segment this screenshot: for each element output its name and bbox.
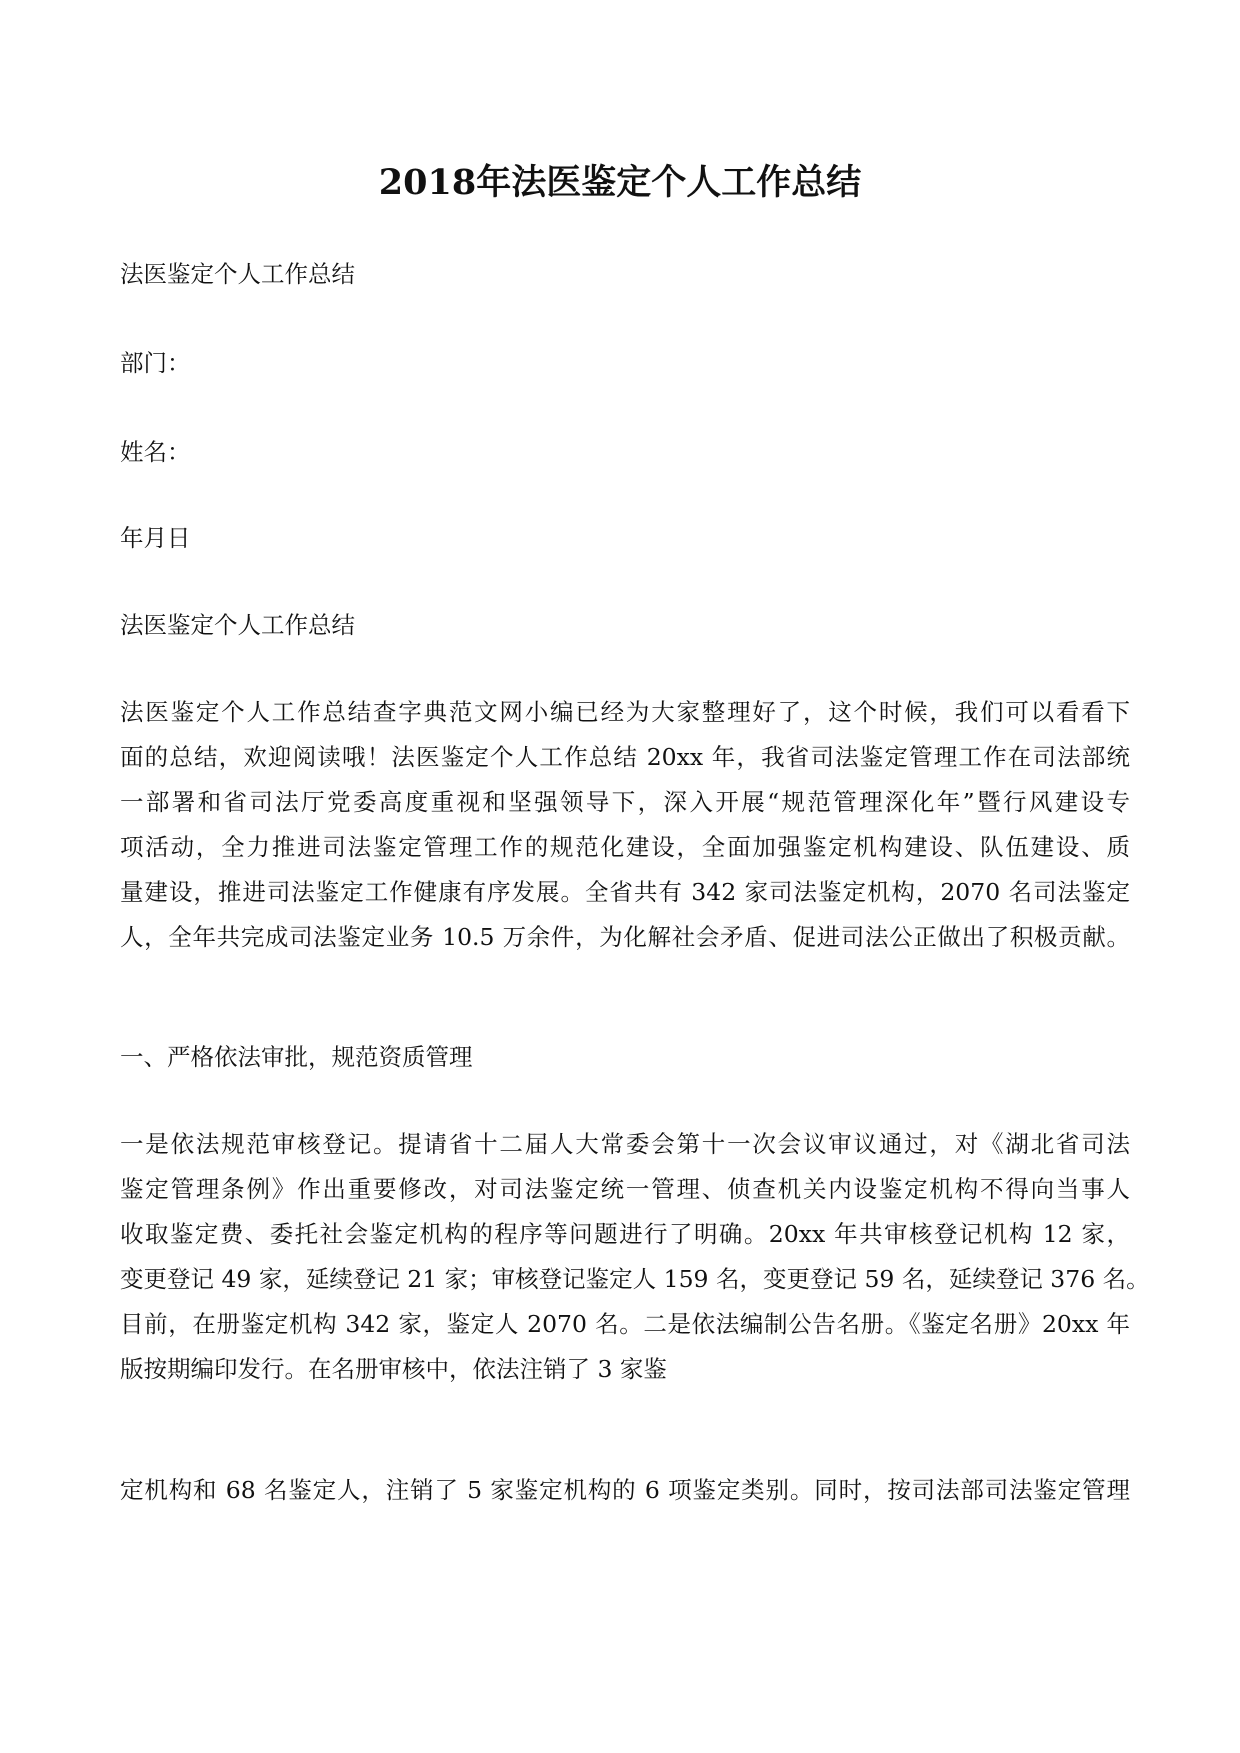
section-1-line: 鉴定管理条例》作出重要修改，对司法鉴定统一管理、侦查机关内设鉴定机构不得向当事人 — [120, 1175, 1130, 1203]
section-1-line: 收取鉴定费、委托社会鉴定机构的程序等问题进行了明确。20xx 年共审核登记机构 12 家， — [120, 1220, 1130, 1248]
intro-line: 人，全年共完成司法鉴定业务 10.5 万余件，为化解社会矛盾、促进司法公正做出了积极贡献。 — [120, 923, 1130, 951]
intro-line: 量建设，推进司法鉴定工作健康有序发展。全省共有 342 家司法鉴定机构，2070 名司法鉴定 — [120, 878, 1130, 906]
section-1-line: 版按期编印发行。在名册审核中，依法注销了 3 家鉴 — [120, 1355, 667, 1383]
continuation-line: 定机构和 68 名鉴定人，注销了 5 家鉴定机构的 6 项鉴定类别。同时，按司法部司法鉴定管理 — [120, 1476, 1130, 1504]
intro-line: 面的总结，欢迎阅读哦！法医鉴定个人工作总结 20xx 年，我省司法鉴定管理工作在司法部统 — [120, 743, 1130, 771]
section-1-paragraph — [120, 1127, 1150, 1397]
section-1-line: 目前，在册鉴定机构 342 家，鉴定人 2070 名。二是依法编制公告名册。《鉴定名册》20xx 年 — [120, 1310, 1130, 1338]
name-label: 姓名： — [120, 438, 191, 466]
subtitle-heading: 法医鉴定个人工作总结 — [120, 260, 355, 288]
section-1-line: 一是依法规范审核登记。提请省十二届人大常委会第十一次会议审议通过，对《湖北省司法 — [120, 1130, 1130, 1158]
intro-line: 项活动，全力推进司法鉴定管理工作的规范化建设，全面加强鉴定机构建设、队伍建设、质 — [120, 833, 1130, 861]
summary-heading: 法医鉴定个人工作总结 — [120, 611, 355, 639]
continuation-paragraph — [120, 1473, 1130, 1518]
section-1-heading: 一、严格依法审批，规范资质管理 — [120, 1043, 473, 1071]
document-title: 2018年法医鉴定个人工作总结 — [378, 162, 862, 203]
department-label: 部门： — [120, 349, 191, 377]
intro-paragraph — [120, 695, 1130, 965]
date-label: 年月日 — [120, 524, 191, 552]
intro-line: 法医鉴定个人工作总结查字典范文网小编已经为大家整理好了，这个时候，我们可以看看下 — [120, 698, 1130, 726]
section-1-line: 变更登记 49 家，延续登记 21 家；审核登记鉴定人 159 名，变更登记 59 名，延续登记 376 名。 — [120, 1265, 1150, 1293]
intro-line: 一部署和省司法厅党委高度重视和坚强领导下，深入开展“规范管理深化年”暨行风建设专 — [120, 788, 1130, 816]
